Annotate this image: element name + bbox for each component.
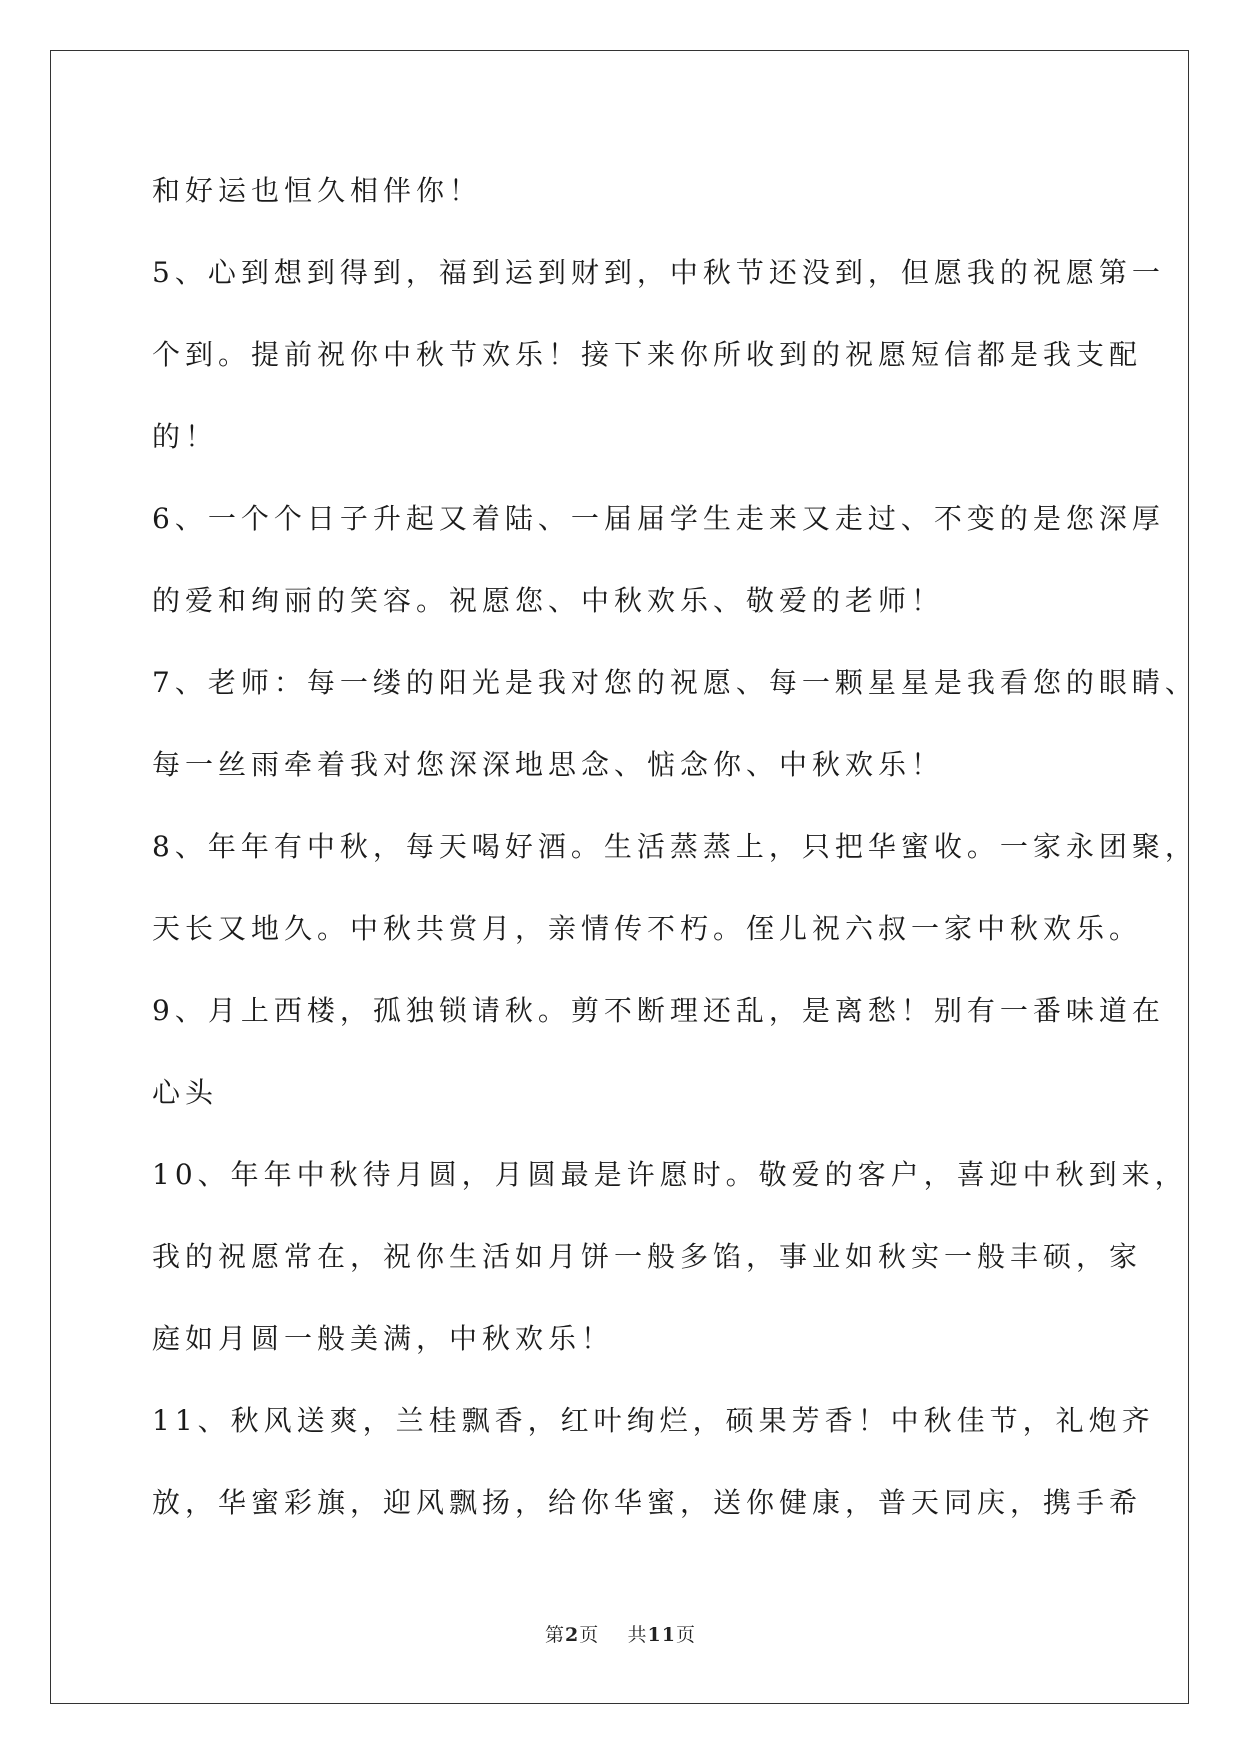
text-line: 10、年年中秋待月圆，月圆最是许愿时。敬爱的客户，喜迎中秋到来， — [152, 1158, 1188, 1191]
text-line: 个到。提前祝你中秋节欢乐！接下来你所收到的祝愿短信都是我支配 — [152, 338, 1143, 371]
text-line: 6、一个个日子升起又着陆、一届届学生走来又走过、不变的是您深厚 — [152, 502, 1165, 535]
text-line: 和好运也恒久相伴你！ — [152, 174, 483, 207]
text-line: 的！ — [152, 420, 219, 453]
text-line: 的爱和绚丽的笑容。祝愿您、中秋欢乐、敬爱的老师！ — [152, 584, 945, 617]
current-page-number: 2 — [565, 1624, 580, 1646]
total-prefix: 共 — [627, 1624, 648, 1646]
text-line: 11、秋风送爽，兰桂飘香，红叶绚烂，硕果芳香！中秋佳节，礼炮齐 — [152, 1404, 1155, 1437]
page-footer — [0, 1620, 1241, 1647]
document-body — [152, 150, 1198, 1544]
text-line: 7、老师：每一缕的阳光是我对您的祝愿、每一颗星星是我看您的眼睛、 — [152, 666, 1198, 699]
text-line: 庭如月圆一般美满，中秋欢乐！ — [152, 1322, 615, 1355]
text-line: 8、年年有中秋，每天喝好酒。生活蒸蒸上，只把华蜜收。一家永团聚， — [152, 830, 1198, 863]
page-suffix: 页 — [579, 1624, 600, 1646]
text-line: 我的祝愿常在，祝你生活如月饼一般多馅，事业如秋实一般丰硕，家 — [152, 1240, 1143, 1273]
text-line: 放，华蜜彩旗，迎风飘扬，给你华蜜，送你健康，普天同庆，携手希 — [152, 1486, 1143, 1519]
text-line: 心头 — [152, 1076, 219, 1109]
text-line: 每一丝雨牵着我对您深深地思念、惦念你、中秋欢乐！ — [152, 748, 945, 781]
text-line: 5、心到想到得到，福到运到财到，中秋节还没到，但愿我的祝愿第一 — [152, 256, 1165, 289]
page-prefix: 第 — [545, 1624, 566, 1646]
text-line: 天长又地久。中秋共赏月，亲情传不朽。侄儿祝六叔一家中秋欢乐。 — [152, 912, 1143, 945]
total-suffix: 页 — [675, 1624, 696, 1646]
total-pages-number: 11 — [647, 1624, 676, 1646]
text-line: 9、月上西楼，孤独锁请秋。剪不断理还乱，是离愁！别有一番味道在 — [152, 994, 1165, 1027]
